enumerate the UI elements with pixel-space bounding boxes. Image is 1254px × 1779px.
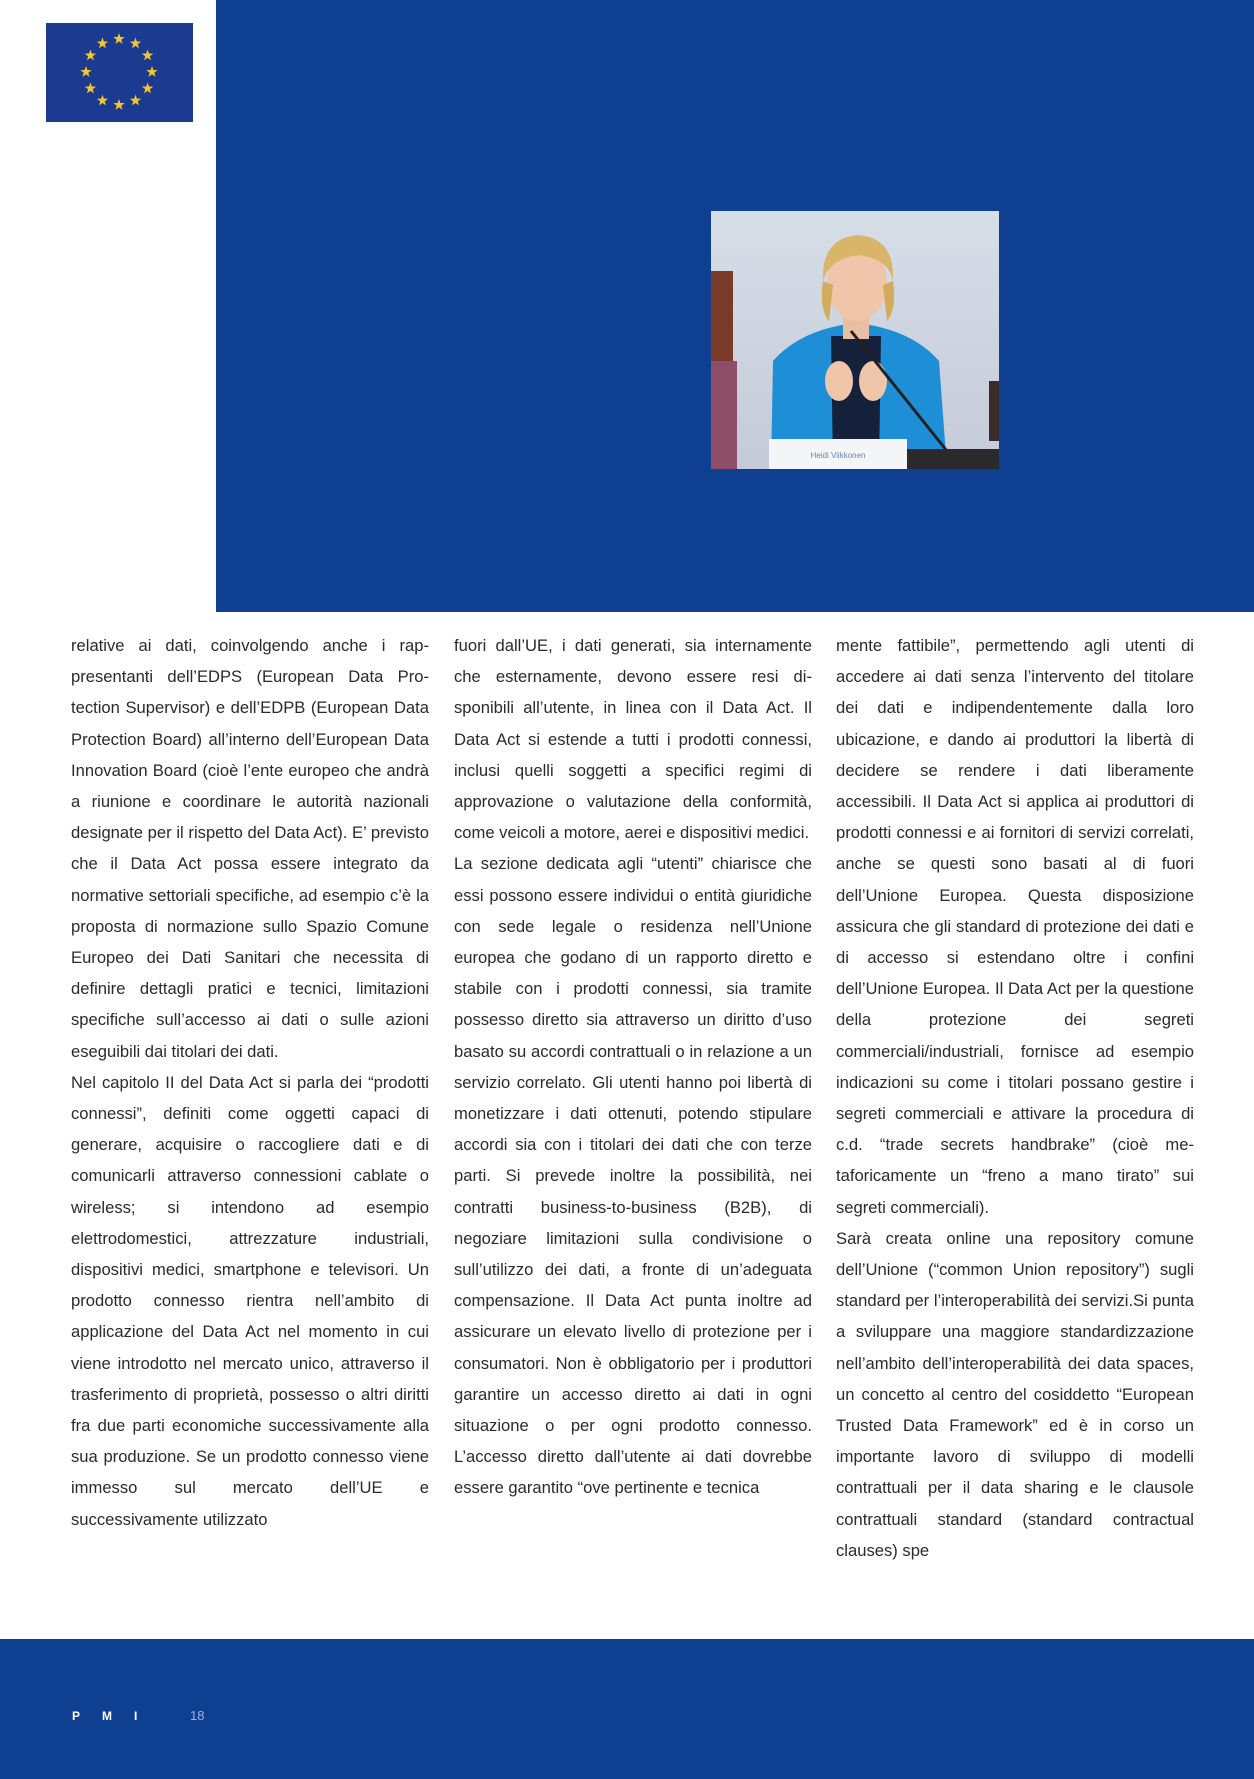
page-number: 18 <box>190 1708 205 1723</box>
paragraph: La sezione dedicata agli “utenti” chiarisce che essi possono essere individui o entità giuridiche con sede legale o residenza nell’Unione europea che godano di un rapporto diretto e stabile con i prodotti connessi, sia tramite possesso diretto sia attraverso un diritto d’uso basato su accordi contrattuali o in relazione a un servizio correlato. Gli utenti hanno poi libertà di monetizzare i dati ottenuti, potendo stipulare accordi sia con i titolari dei dati che con terze parti. Si prevede inoltre la possibilità, nei contratti business-to-business (B2B), di negoziare limitazioni sulla condivisione o sull’utilizzo dei dati, a fronte di un’adeguata compensazione. Il Data Act punta inoltre ad assicurare un elevato livello di protezione per i consumatori. Non è obbligatorio per i produttori garantire un accesso diretto ai dati in ogni situazione o per ogni prodotto connesso. L’accesso diretto dall’utente ai dati dovrebbe essere garantito “ove pertinente e tecnica <box>454 854 812 1498</box>
paragraph: fuori dall’UE, i dati generati, sia internamente che esternamente, devono essere resi disponibili all’utente, in linea con il Data Act. Il Data Act si estende a tutti i prodotti connessi, inclusi quelli soggetti a specifici regimi di approvazione o valutazione della conformità, come veicoli a motore, aerei e dispositivi medici. <box>454 636 812 843</box>
star-icon <box>85 83 96 94</box>
article-body <box>71 630 1196 1570</box>
text-column-1 <box>71 630 429 1535</box>
paragraph: relative ai dati, coinvolgendo anche i rappresentanti dell’EDPS (European Data Protection Supervisor) e dell’EDPB (European Data Protection Board) all’interno dell’European Data Innovation Board (cioè l’ente europeo che andrà a riunione e coordinare le autorità nazionali designate per il rispetto del Data Act). E’ previsto che il Data Act possa essere integrato da normative settoriali specifiche, ad esempio c’è la proposta di normazione sullo Spazio Comune Europeo dei Dati Sanitari che necessita di definire dettagli pratici e tecnici, limitazioni specifiche sull’accesso ai dati o sulle azioni eseguibili dai titolari dei dati. <box>71 636 429 1061</box>
star-icon <box>97 37 108 48</box>
text-column-3 <box>836 630 1194 1566</box>
star-icon <box>80 66 91 77</box>
star-icon <box>142 83 153 94</box>
star-icon <box>113 33 124 44</box>
paragraph: mente fattibile”, permettendo agli utenti di accedere ai dati senza l’intervento del titolare dei dati e indipendentemente dalla loro ubicazione, e dando ai produttori la libertà di decidere se rendere i dati liberamente accessibili. Il Data Act si applica ai produttori di prodotti connessi e ai fornitori di servizi correlati, anche se questi sono basati al di fuori dell’Unione Europea. Questa disposizione assicura che gli standard di protezione dei dati e di accesso si estendano oltre i confini dell’Unione Europea. Il Data Act per la questione della protezione dei segreti commerciali/industriali, fornisce ad esempio indicazioni su come i titolari possano gestire i segreti commerciali e attivare la procedura di c.d. “trade secrets handbrake” (cioè metaforicamente un “freno a mano tirato” sui segreti commerciali). <box>836 636 1194 1217</box>
star-icon <box>142 50 153 61</box>
star-icon <box>97 95 108 106</box>
star-icon <box>146 66 157 77</box>
footer-brand: PMI <box>72 1709 160 1723</box>
eu-stars-icon <box>46 23 193 122</box>
star-icon <box>130 37 141 48</box>
speaker-photo <box>711 211 999 469</box>
eu-flag-icon <box>46 23 193 122</box>
star-icon <box>85 50 96 61</box>
footer-bar <box>0 1639 1254 1779</box>
star-icon <box>113 99 124 110</box>
nameplate-text: Heidi Viikkonen <box>810 451 866 460</box>
paragraph: Sarà creata online una repository comune dell’Unione (“common Union repository”) sugli standard per l’interoperabilità dei servizi.Si punta a sviluppare una maggiore standardizzazione nell’ambito dell’interoperabilità dei data spaces, un concetto al centro del cosiddetto “European Trusted Data Framework” ed è in corso un importante lavoro di sviluppo di modelli contrattuali per il data sharing e le clausole contrattuali standard (standard contractual clauses) spe <box>836 1228 1194 1560</box>
text-column-2 <box>454 630 812 1504</box>
star-icon <box>130 95 141 106</box>
paragraph: Nel capitolo II del Data Act si parla dei “prodotti connessi”, definiti come oggetti capaci di generare, acquisire o raccogliere dati e di comunicarli attraverso connessioni cablate o wireless; si intendono ad esempio elettrodomestici, attrezzature industriali, dispositivi medici, smartphone e televisori. Un prodotto connesso rientra nell’ambito di applicazione del Data Act nel momento in cui viene introdotto nel mercato unico, attraverso il trasferimento di proprietà, possesso o altri diritti fra due parti economiche successivamente alla sua produzione. Se un prodotto connesso viene immesso sul mercato dell’UE e successivamente utilizzato <box>71 1072 429 1529</box>
